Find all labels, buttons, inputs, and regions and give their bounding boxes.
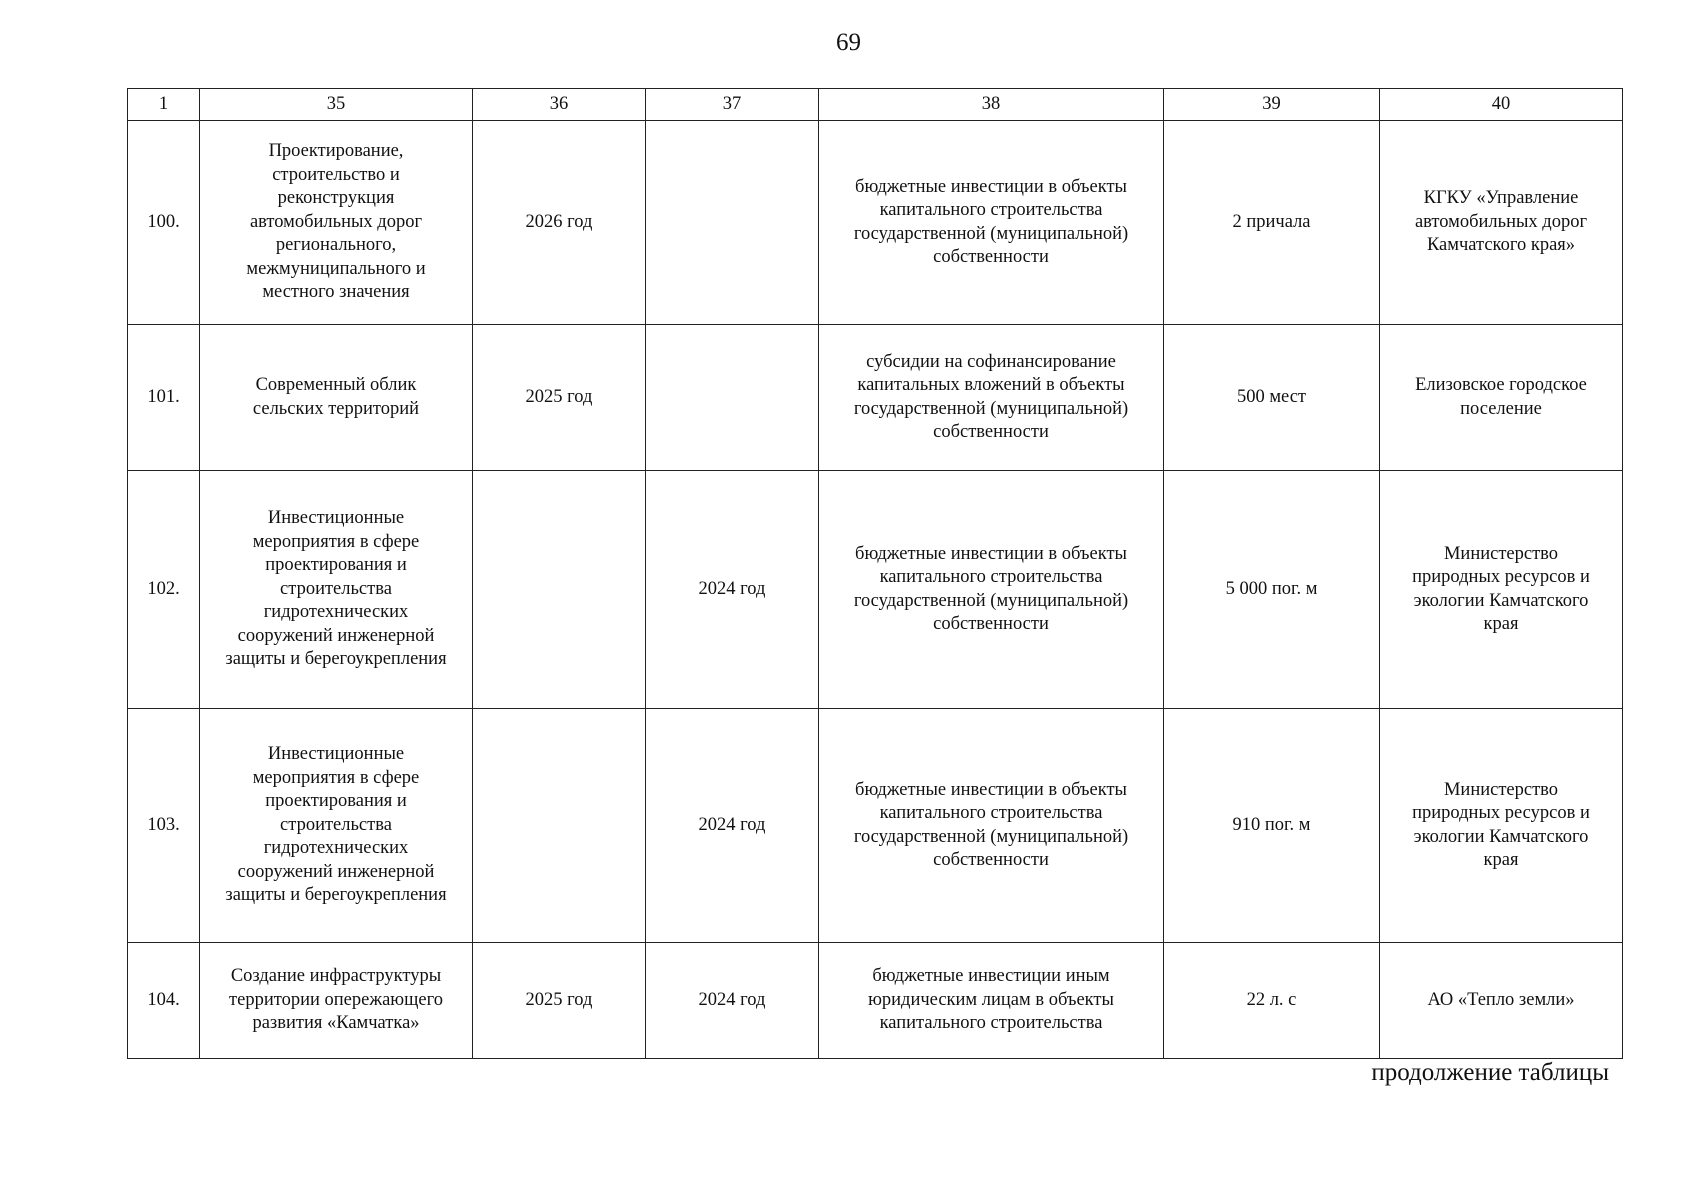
col-39-cell: 22 л. с (1164, 943, 1380, 1059)
event-name-cell: Современный облик сельских территорий (200, 325, 473, 471)
table-row (128, 709, 1623, 943)
header-cell-1: 1 (128, 89, 200, 121)
col-40-cell: Елизовское городское поселение (1380, 325, 1623, 471)
col-37-cell: 2024 год (646, 471, 819, 709)
table-continuation-note: продолжение таблицы (1371, 1059, 1609, 1086)
event-name-cell: Инвестиционные мероприятия в сфере проектирования и строительства гидротехнических сооружений инженерной защиты и берегоукрепления (200, 709, 473, 943)
event-name-cell: Проектирование, строительство и реконструкция автомобильных дорог регионального, межмуниципального и местного значения (200, 121, 473, 325)
col-36-cell: 2025 год (473, 943, 646, 1059)
col-40-cell: Министерство природных ресурсов и экологии Камчатского края (1380, 471, 1623, 709)
col-39-cell: 5 000 пог. м (1164, 471, 1380, 709)
col-37-cell (646, 121, 819, 325)
header-cell-36: 36 (473, 89, 646, 121)
col-38-cell: бюджетные инвестиции в объекты капитального строительства государственной (муниципальной) собственности (819, 471, 1164, 709)
data-table (127, 88, 1623, 1059)
header-cell-38: 38 (819, 89, 1164, 121)
row-number-cell: 104. (128, 943, 200, 1059)
col-39-cell: 2 причала (1164, 121, 1380, 325)
col-37-cell: 2024 год (646, 709, 819, 943)
col-39-cell: 500 мест (1164, 325, 1380, 471)
event-name-cell: Инвестиционные мероприятия в сфере проектирования и строительства гидротехнических сооружений инженерной защиты и берегоукрепления (200, 471, 473, 709)
table-row (128, 325, 1623, 471)
header-cell-37: 37 (646, 89, 819, 121)
col-40-cell: Министерство природных ресурсов и экологии Камчатского края (1380, 709, 1623, 943)
event-name-cell: Создание инфраструктуры территории опережающего развития «Камчатка» (200, 943, 473, 1059)
header-cell-40: 40 (1380, 89, 1623, 121)
header-cell-39: 39 (1164, 89, 1380, 121)
col-36-cell (473, 471, 646, 709)
row-number-cell: 101. (128, 325, 200, 471)
header-cell-35: 35 (200, 89, 473, 121)
col-37-cell (646, 325, 819, 471)
table-row (128, 121, 1623, 325)
col-40-cell: АО «Тепло земли» (1380, 943, 1623, 1059)
table-header-row (128, 89, 1623, 121)
row-number-cell: 103. (128, 709, 200, 943)
table-row (128, 943, 1623, 1059)
col-38-cell: бюджетные инвестиции в объекты капитального строительства государственной (муниципальной) собственности (819, 121, 1164, 325)
col-36-cell (473, 709, 646, 943)
col-36-cell: 2025 год (473, 325, 646, 471)
col-38-cell: бюджетные инвестиции иным юридическим лицам в объекты капитального строительства (819, 943, 1164, 1059)
col-37-cell: 2024 год (646, 943, 819, 1059)
row-number-cell: 102. (128, 471, 200, 709)
col-40-cell: КГКУ «Управление автомобильных дорог Камчатского края» (1380, 121, 1623, 325)
col-38-cell: субсидии на софинансирование капитальных вложений в объекты государственной (муниципальной) собственности (819, 325, 1164, 471)
col-36-cell: 2026 год (473, 121, 646, 325)
row-number-cell: 100. (128, 121, 200, 325)
col-38-cell: бюджетные инвестиции в объекты капитального строительства государственной (муниципальной) собственности (819, 709, 1164, 943)
col-39-cell: 910 пог. м (1164, 709, 1380, 943)
page-number: 69 (836, 29, 861, 56)
table-row (128, 471, 1623, 709)
